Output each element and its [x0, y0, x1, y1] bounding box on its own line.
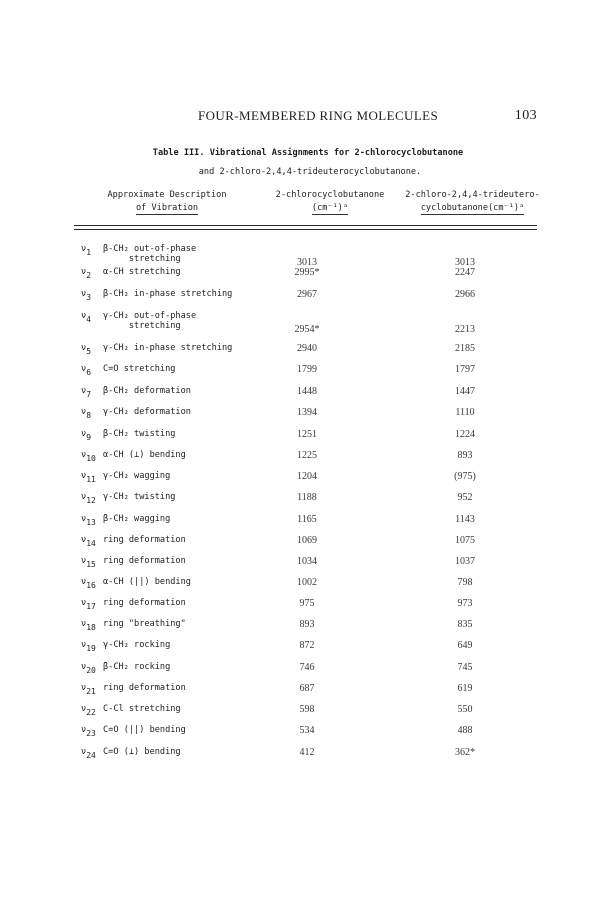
mode-description-line1: C=O (||) bending [103, 725, 186, 735]
mode-description [103, 704, 181, 714]
frequency-compound-1: 1251 [297, 429, 317, 440]
mode-label [81, 450, 96, 463]
frequency-compound-1: 1394 [297, 407, 317, 418]
frequency-compound-2: 362* [455, 747, 475, 758]
mode-label [81, 492, 96, 505]
mode-symbol: ν [81, 407, 87, 417]
mode-symbol: ν [81, 244, 87, 254]
frequency-compound-2: 2966 [455, 289, 475, 300]
running-title: FOUR-MEMBERED RING MOLECULES [198, 108, 439, 123]
column-header-compound-2 [395, 189, 550, 215]
mode-label [81, 343, 91, 356]
mode-label [81, 683, 96, 696]
mode-description-line1: C=O stretching [103, 364, 176, 374]
frequency-compound-2: 1037 [455, 556, 475, 567]
mode-label [81, 267, 91, 280]
mode-description-line1: C-Cl stretching [103, 704, 181, 714]
mode-description [103, 492, 175, 502]
mode-description-line1: ring deformation [103, 598, 186, 608]
mode-description-line1: ring deformation [103, 556, 186, 566]
frequency-compound-2: 1075 [455, 535, 475, 546]
mode-description-line1: γ-CH₂ twisting [103, 492, 176, 502]
mode-description [103, 450, 186, 460]
mode-description [103, 364, 175, 374]
table-row [0, 747, 604, 771]
table-row [0, 640, 604, 664]
frequency-compound-1: 1188 [297, 492, 317, 503]
frequency-compound-2: 2247 [455, 267, 475, 278]
mode-label [81, 311, 91, 324]
frequency-compound-2: 649 [457, 640, 473, 651]
frequency-compound-2: 973 [457, 598, 473, 609]
mode-symbol: ν [81, 364, 87, 374]
table-caption: Table III. Vibrational Assignments for 2-chlorocyclobutanone [152, 148, 464, 158]
mode-label [81, 556, 96, 569]
mode-symbol: ν [81, 747, 87, 757]
frequency-compound-2: 2185 [455, 343, 475, 354]
mode-description-line1: β-CH₂ deformation [103, 386, 191, 396]
mode-index: 6 [86, 368, 92, 377]
frequency-compound-2: 3013 [455, 257, 475, 268]
mode-description-line2: stretching [103, 321, 181, 331]
mode-label [81, 364, 91, 377]
mode-description-line1: β-CH₂ twisting [103, 429, 176, 439]
mode-index: 2 [86, 271, 92, 280]
table-row [0, 407, 604, 431]
frequency-compound-2: 619 [457, 683, 473, 694]
mode-index: 15 [86, 560, 96, 569]
mode-description-line2: stretching [103, 254, 181, 264]
mode-description [103, 289, 232, 299]
mode-index: 11 [86, 475, 96, 484]
mode-index: 18 [86, 623, 96, 632]
table-caption-subtitle: and 2-chloro-2,4,4-trideuterocyclobutanone. [198, 167, 422, 177]
mode-description [103, 640, 170, 650]
frequency-compound-2: 1797 [455, 364, 475, 375]
table-rule-top [74, 225, 537, 226]
mode-index: 9 [86, 433, 92, 442]
table-row [0, 492, 604, 516]
mode-description-line1: α-CH (||) bending [103, 577, 191, 587]
mode-symbol: ν [81, 289, 87, 299]
mode-label [81, 386, 91, 399]
mode-description [103, 311, 196, 331]
frequency-compound-2: 835 [457, 619, 473, 630]
mode-description-line1: β-CH₂ wagging [103, 514, 171, 524]
mode-index: 10 [86, 454, 96, 463]
frequency-compound-1: 1034 [297, 556, 317, 567]
mode-description [103, 619, 186, 629]
mode-description [103, 725, 186, 735]
frequency-compound-1: 1448 [297, 386, 317, 397]
frequency-compound-1: 534 [299, 725, 315, 736]
mode-symbol: ν [81, 577, 87, 587]
mode-index: 24 [86, 751, 96, 760]
frequency-compound-1: 1799 [297, 364, 317, 375]
mode-label [81, 640, 96, 653]
mode-symbol: ν [81, 556, 87, 566]
mode-label [81, 704, 96, 717]
frequency-compound-1: 893 [299, 619, 315, 630]
mode-index: 14 [86, 539, 96, 548]
mode-symbol: ν [81, 514, 87, 524]
running-head [0, 108, 604, 126]
mode-index: 3 [86, 293, 92, 302]
frequency-compound-1: 1204 [297, 471, 317, 482]
table-rule-bottom [74, 229, 537, 230]
mode-symbol: ν [81, 662, 87, 672]
mode-description [103, 407, 191, 417]
frequency-compound-1: 1165 [297, 514, 317, 525]
mode-description [103, 683, 186, 693]
mode-label [81, 535, 96, 548]
mode-description [103, 343, 232, 353]
column-header-compound-2-line2: cyclobutanone(cm⁻¹)ᵃ [420, 203, 525, 213]
column-header-compound-2-line1: 2-chloro-2,4,4-trideutero- [405, 190, 540, 200]
mode-label [81, 598, 96, 611]
mode-symbol: ν [81, 640, 87, 650]
mode-description-line1: β-CH₂ rocking [103, 662, 171, 672]
mode-index: 5 [86, 347, 92, 356]
mode-index: 20 [86, 666, 96, 675]
mode-description [103, 429, 175, 439]
mode-description [103, 747, 181, 757]
mode-description-line1: γ-CH₂ rocking [103, 640, 171, 650]
mode-description [103, 386, 191, 396]
mode-symbol: ν [81, 725, 87, 735]
frequency-compound-2: 1224 [455, 429, 475, 440]
frequency-compound-1: 598 [299, 704, 315, 715]
mode-index: 12 [86, 496, 96, 505]
column-header-compound-1-line2: (cm⁻¹)ᵃ [311, 203, 349, 213]
mode-label [81, 471, 96, 484]
mode-symbol: ν [81, 619, 87, 629]
mode-description [103, 662, 170, 672]
frequency-compound-2: 1447 [455, 386, 475, 397]
mode-index: 16 [86, 581, 96, 590]
frequency-compound-2: 798 [457, 577, 473, 588]
mode-description-line1: ring deformation [103, 683, 186, 693]
mode-label [81, 244, 91, 257]
frequency-compound-2: (975) [454, 471, 476, 482]
mode-symbol: ν [81, 683, 87, 693]
mode-description [103, 556, 186, 566]
table-row [0, 289, 604, 313]
mode-label [81, 662, 96, 675]
column-header-description-line2: of Vibration [135, 203, 199, 213]
column-header-description [92, 189, 242, 215]
frequency-compound-1: 975 [299, 598, 315, 609]
page-number: 103 [514, 108, 537, 123]
mode-description-line1: α-CH stretching [103, 267, 181, 277]
mode-label [81, 289, 91, 302]
mode-description-line1: γ-CH₂ wagging [103, 471, 171, 481]
mode-index: 7 [86, 390, 92, 399]
mode-label [81, 514, 96, 527]
mode-label [81, 407, 91, 420]
frequency-compound-1: 872 [299, 640, 315, 651]
mode-description [103, 471, 170, 481]
mode-label [81, 577, 96, 590]
frequency-compound-1: 1225 [297, 450, 317, 461]
mode-symbol: ν [81, 492, 87, 502]
table-row [0, 364, 604, 388]
table-row [0, 267, 604, 291]
frequency-compound-2: 1143 [455, 514, 475, 525]
mode-description [103, 598, 186, 608]
mode-symbol: ν [81, 450, 87, 460]
frequency-compound-2: 2213 [455, 324, 475, 335]
table-row [0, 725, 604, 749]
frequency-compound-2: 745 [457, 662, 473, 673]
table-row [0, 311, 604, 335]
mode-index: 4 [86, 315, 92, 324]
column-header-compound-1-line1: 2-chlorocyclobutanone [275, 190, 385, 200]
mode-description-line1: β-CH₂ in-phase stretching [103, 289, 233, 299]
mode-label [81, 429, 91, 442]
frequency-compound-1: 1069 [297, 535, 317, 546]
mode-symbol: ν [81, 598, 87, 608]
frequency-compound-1: 3013 [297, 257, 317, 268]
mode-symbol: ν [81, 471, 87, 481]
frequency-compound-1: 412 [299, 747, 315, 758]
mode-index: 13 [86, 518, 96, 527]
column-header-compound-1 [255, 189, 405, 215]
mode-symbol: ν [81, 429, 87, 439]
mode-index: 1 [86, 248, 92, 257]
mode-symbol: ν [81, 704, 87, 714]
mode-description-line1: γ-CH₂ in-phase stretching [103, 343, 233, 353]
mode-description-line1: α-CH (⊥) bending [103, 450, 186, 460]
mode-description [103, 267, 181, 277]
frequency-compound-2: 1110 [455, 407, 475, 418]
frequency-compound-1: 2967 [297, 289, 317, 300]
mode-description-line1: ring "breathing" [103, 619, 186, 629]
frequency-compound-2: 893 [457, 450, 473, 461]
mode-description [103, 244, 196, 264]
mode-description [103, 514, 170, 524]
frequency-compound-1: 2940 [297, 343, 317, 354]
mode-index: 19 [86, 644, 96, 653]
mode-label [81, 619, 96, 632]
mode-label [81, 725, 96, 738]
mode-description [103, 535, 186, 545]
mode-symbol: ν [81, 535, 87, 545]
mode-index: 8 [86, 411, 92, 420]
mode-index: 21 [86, 687, 96, 696]
column-header-description-line1: Approximate Description [107, 190, 227, 200]
mode-index: 22 [86, 708, 96, 717]
mode-description-line1: C=O (⊥) bending [103, 747, 181, 757]
frequency-compound-2: 488 [457, 725, 473, 736]
frequency-compound-1: 746 [299, 662, 315, 673]
frequency-compound-1: 1002 [297, 577, 317, 588]
mode-symbol: ν [81, 386, 87, 396]
frequency-compound-2: 550 [457, 704, 473, 715]
mode-index: 23 [86, 729, 96, 738]
frequency-compound-1: 687 [299, 683, 315, 694]
mode-symbol: ν [81, 343, 87, 353]
mode-description-line1: γ-CH₂ out-of-phase [103, 311, 197, 321]
frequency-compound-1: 2954* [294, 324, 320, 335]
frequency-compound-1: 2995* [294, 267, 320, 278]
mode-symbol: ν [81, 311, 87, 321]
mode-description-line1: β-CH₂ out-of-phase [103, 244, 197, 254]
frequency-compound-2: 952 [457, 492, 473, 503]
mode-description-line1: ring deformation [103, 535, 186, 545]
mode-index: 17 [86, 602, 96, 611]
mode-label [81, 747, 96, 760]
mode-description [103, 577, 191, 587]
mode-description-line1: γ-CH₂ deformation [103, 407, 191, 417]
mode-symbol: ν [81, 267, 87, 277]
table-row [0, 244, 604, 268]
